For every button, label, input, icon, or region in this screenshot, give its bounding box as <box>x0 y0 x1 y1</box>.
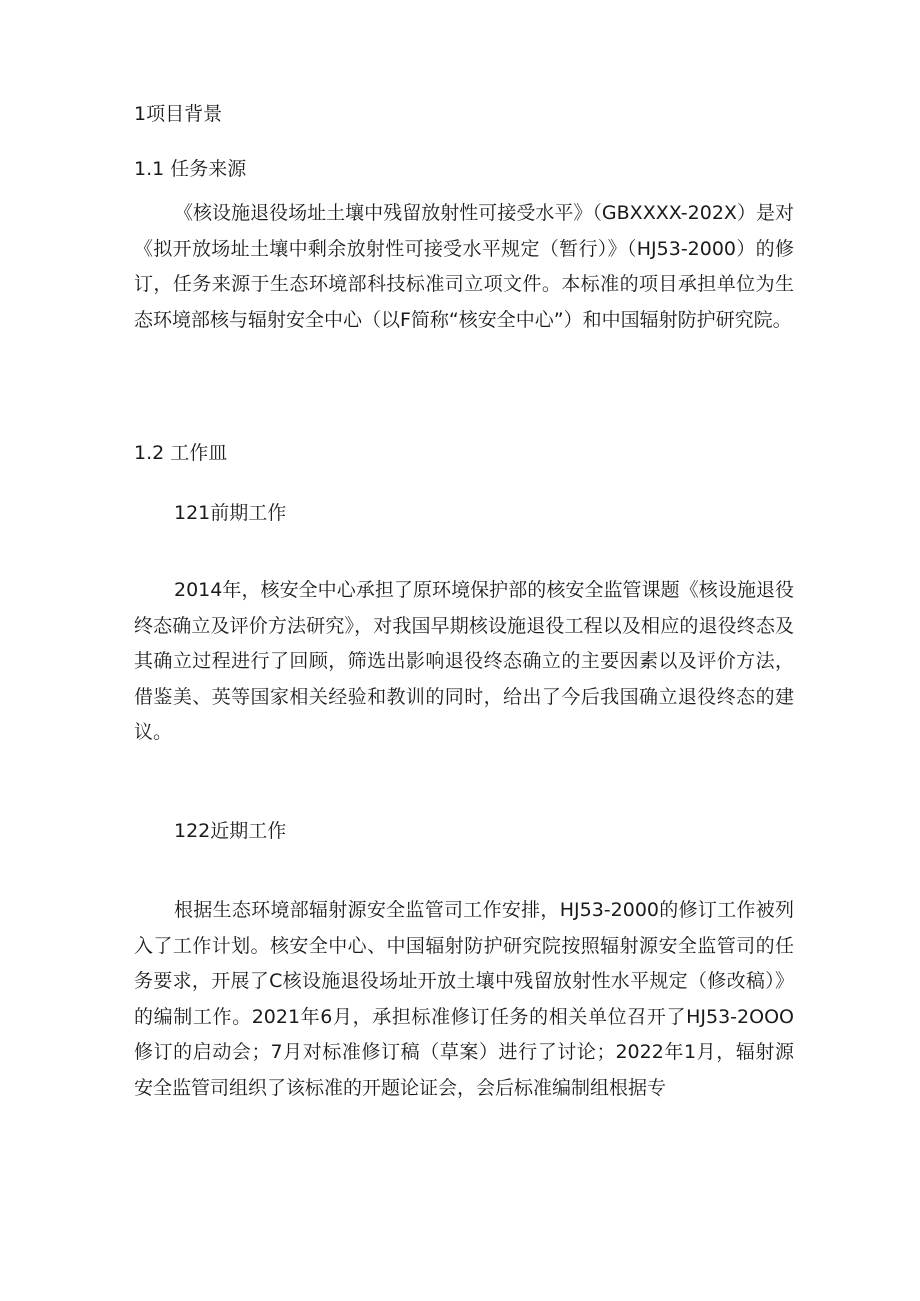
heading-1-2-1: 121前期工作 <box>174 502 287 524</box>
paragraph-task-source: 《核设施退役场址土壤中残留放射性可接受水平》（GBXXXX-202X）是对《拟开放场址土壤中剩余放射性可接受水平规定（暂行）》（HJ53-2000）的修订，任务来源于生态环境部科技标准司立项文件。本标准的项目承担单位为生态环境部核与辐射安全中心（以F简称“核安全中心”）和中国辐射防护研究院。 <box>134 202 794 331</box>
heading-1-1: 1.1 任务来源 <box>134 158 247 180</box>
heading-1-2: 1.2 工作皿 <box>134 442 228 464</box>
heading-1-2-2: 122近期工作 <box>174 820 287 842</box>
paragraph-early-work: 2014年，核安全中心承担了原环境保护部的核安全监管课题《核设施退役终态确立及评价方法研究》，对我国早期核设施退役工程以及相应的退役终态及其确立过程进行了回顾，筛选出影响退役终态确立的主要因素以及评价方法，借鉴美、英等国家相关经验和教训的同时，给出了今后我国确立退役终态的建议。 <box>134 579 794 744</box>
section-title: 1项目背景 <box>134 103 223 125</box>
paragraph-recent-work: 根据生态环境部辐射源安全监管司工作安排，HJ53-2000的修订工作被列入了工作计划。核安全中心、中国辐射防护研究院按照辐射源安全监管司的任务要求，开展了C核设施退役场址开放土壤中残留放射性水平规定（修改稿）》的编制工作。2021年6月，承担标准修订任务的相关单位召开了HJ53-2OOO修订的启动会；7月对标准修订稿（草案）进行了讨论；2022年1月，辐射源安全监管司组织了该标准的开题论证会，会后标准编制组根据专 <box>134 899 794 1099</box>
